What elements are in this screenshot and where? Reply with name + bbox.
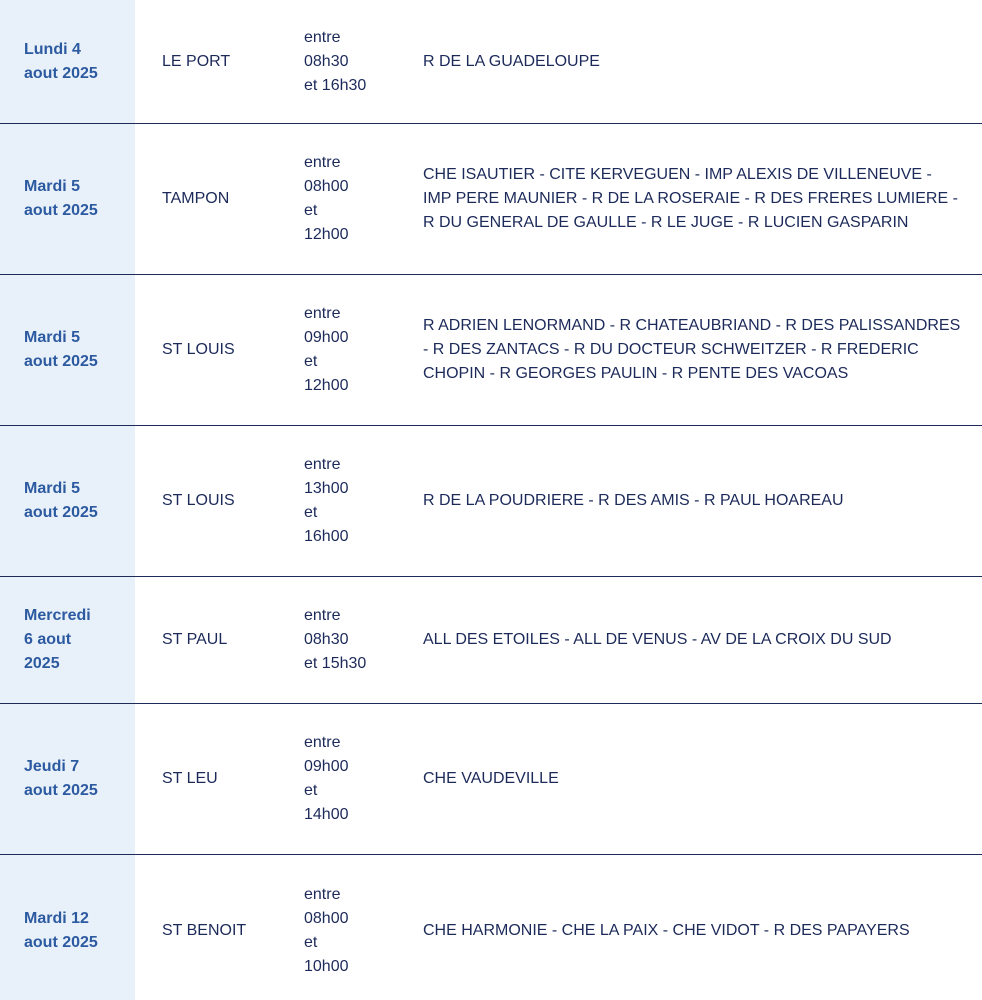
date-text: aout 2025 xyxy=(24,353,98,370)
schedule-row xyxy=(0,0,982,124)
date-cell xyxy=(0,855,135,1000)
date-text: aout 2025 xyxy=(24,504,98,521)
date-cell xyxy=(0,275,135,425)
streets-cell xyxy=(405,0,970,123)
streets-text: ALL DES ETOILES - ALL DE VENUS - AV DE LA CROIX DU SUD xyxy=(423,631,892,648)
streets-text: CHE ISAUTIER - CITE KERVEGUEN - IMP ALEXIS DE VILLENEUVE - IMP PERE MAUNIER - R DE LA ROSERAIE - R DES FRERES LUMIERE - R DU GENERAL DE GAULLE - R LE JUGE - R LUCIEN GASPARIN xyxy=(423,166,958,231)
schedule-row xyxy=(0,426,982,577)
time-text: et xyxy=(304,782,318,799)
date-cell xyxy=(0,577,135,703)
date-text: aout 2025 xyxy=(24,933,98,951)
schedule-row xyxy=(0,275,982,426)
time-text: 08h30 xyxy=(304,631,349,648)
time-text: 13h00 xyxy=(304,480,349,497)
time-text: entre xyxy=(304,885,341,903)
time-text: entre xyxy=(304,305,341,322)
streets-text: CHE VAUDEVILLE xyxy=(423,770,559,787)
time-text: entre xyxy=(304,607,341,624)
time-text: et xyxy=(304,504,318,521)
city-cell xyxy=(135,577,295,703)
date-text: Mardi 5 xyxy=(24,480,81,497)
time-cell xyxy=(295,704,405,854)
time-cell xyxy=(295,275,405,425)
date-text: Mardi 12 xyxy=(24,909,89,927)
city-text: ST PAUL xyxy=(162,631,228,648)
time-cell xyxy=(295,855,405,1000)
date-cell xyxy=(0,0,135,123)
date-text: Mardi 5 xyxy=(24,329,81,346)
city-text: ST BENOIT xyxy=(162,921,247,939)
city-text: ST LEU xyxy=(162,770,218,787)
time-text: entre xyxy=(304,734,341,751)
streets-text: CHE HARMONIE - CHE LA PAIX - CHE VIDOT - R DES PAPAYERS xyxy=(423,921,910,939)
date-cell xyxy=(0,124,135,274)
streets-cell xyxy=(405,704,970,854)
date-text: 2025 xyxy=(24,655,60,672)
streets-cell xyxy=(405,275,970,425)
streets-cell xyxy=(405,124,970,274)
streets-text: R ADRIEN LENORMAND - R CHATEAUBRIAND - R DES PALISSANDRES - R DES ZANTACS - R DU DOCTEUR SCHWEITZER - R FREDERIC CHOPIN - R GEORGES PAULIN - R PENTE DES VACOAS xyxy=(423,317,961,382)
streets-cell xyxy=(405,855,970,1000)
date-text: Lundi 4 xyxy=(24,40,81,58)
schedule-row xyxy=(0,124,982,275)
time-text: et xyxy=(304,202,318,219)
time-cell xyxy=(295,0,405,123)
time-text: 14h00 xyxy=(304,806,349,823)
time-text: et xyxy=(304,933,318,951)
streets-text: R DE LA GUADELOUPE xyxy=(423,52,600,70)
date-text: Jeudi 7 xyxy=(24,758,80,775)
streets-cell xyxy=(405,426,970,576)
city-text: ST LOUIS xyxy=(162,341,235,358)
time-text: 09h00 xyxy=(304,329,349,346)
time-text: entre xyxy=(304,456,341,473)
time-text: et xyxy=(304,353,318,370)
streets-text: R DE LA POUDRIERE - R DES AMIS - R PAUL HOAREAU xyxy=(423,492,844,509)
time-text: et 15h30 xyxy=(304,655,367,672)
city-cell xyxy=(135,855,295,1000)
date-text: aout 2025 xyxy=(24,202,98,219)
date-text: aout 2025 xyxy=(24,782,98,799)
time-text: 09h00 xyxy=(304,758,349,775)
time-text: et 16h30 xyxy=(304,76,367,94)
date-cell xyxy=(0,426,135,576)
schedule-row xyxy=(0,704,982,855)
city-cell xyxy=(135,0,295,123)
time-text: 16h00 xyxy=(304,528,349,545)
time-text: 10h00 xyxy=(304,957,349,975)
time-text: 12h00 xyxy=(304,226,349,243)
city-cell xyxy=(135,275,295,425)
city-cell xyxy=(135,124,295,274)
schedule-row xyxy=(0,855,982,1000)
date-text: Mercredi xyxy=(24,607,91,624)
city-cell xyxy=(135,426,295,576)
date-text: Mardi 5 xyxy=(24,178,81,195)
time-text: 08h30 xyxy=(304,52,349,70)
time-cell xyxy=(295,577,405,703)
time-text: entre xyxy=(304,28,341,46)
time-text: 12h00 xyxy=(304,377,349,394)
date-cell xyxy=(0,704,135,854)
time-text: 08h00 xyxy=(304,909,349,927)
schedule-row xyxy=(0,577,982,704)
city-text: ST LOUIS xyxy=(162,492,235,509)
time-cell xyxy=(295,124,405,274)
city-cell xyxy=(135,704,295,854)
time-text: entre xyxy=(304,154,341,171)
time-cell xyxy=(295,426,405,576)
streets-cell xyxy=(405,577,970,703)
city-text: LE PORT xyxy=(162,52,231,70)
city-text: TAMPON xyxy=(162,190,230,207)
date-text: 6 aout xyxy=(24,631,72,648)
time-text: 08h00 xyxy=(304,178,349,195)
date-text: aout 2025 xyxy=(24,64,98,82)
